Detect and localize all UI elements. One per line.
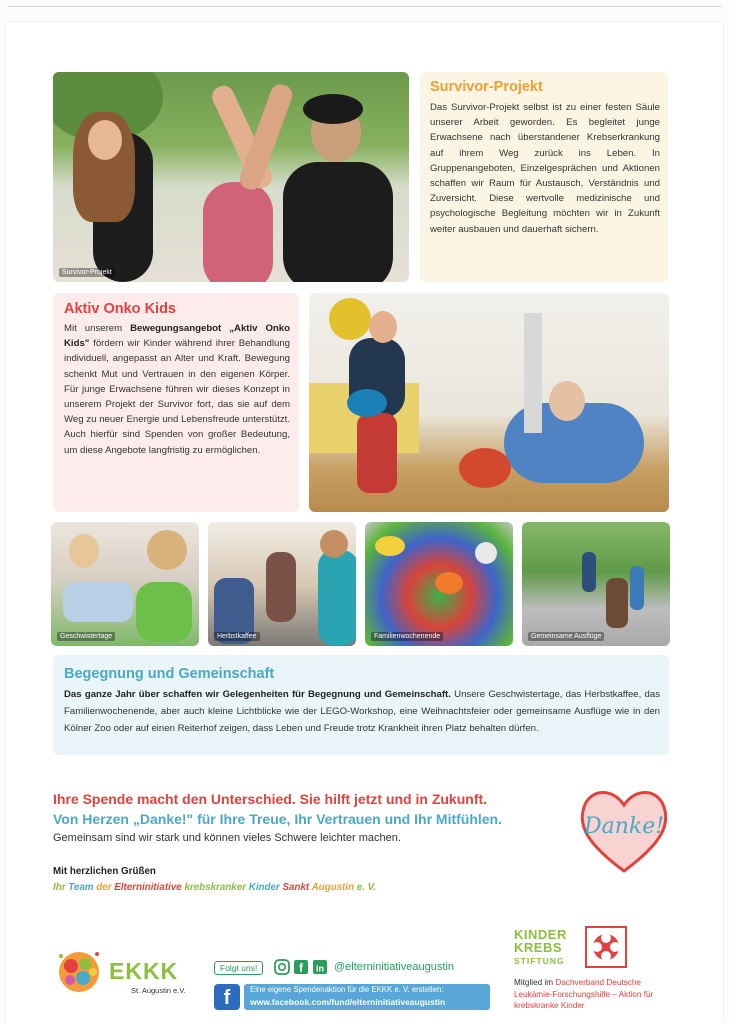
aktiv-text-pre: Mit unserem <box>64 323 131 334</box>
ekkk-name: EKKK <box>109 958 179 984</box>
team-signature <box>53 882 376 893</box>
kinderkrebsstiftung-logo <box>512 925 672 1020</box>
survivor-panel <box>420 72 668 282</box>
appeal-line-1: Ihre Spende macht den Unterschied. Sie hilft jetzt und in Zukunft. <box>53 791 488 807</box>
gallery-caption-4: Gemeinsame Ausflüge <box>528 632 604 641</box>
kks-line-3: STIFTUNG <box>514 956 565 966</box>
svg-text:in: in <box>316 963 324 974</box>
gallery-photo-1 <box>51 522 199 646</box>
ekkk-dots-icon <box>53 940 105 1000</box>
begegnung-text-bold: Das ganze Jahr über schaffen wir Gelegenheiten für Begegnung und Gemeinschaft. <box>64 689 451 700</box>
kks-line-1: KINDER <box>514 927 567 942</box>
begegnung-text <box>64 686 660 737</box>
ekkk-logo <box>53 938 203 1003</box>
danke-heart-icon <box>574 785 674 875</box>
team-word: der <box>96 882 112 893</box>
survivor-photo <box>53 72 409 282</box>
facebook-logo-icon: f <box>214 984 240 1010</box>
aktiv-text <box>64 321 290 458</box>
gallery-photo-2 <box>208 522 356 646</box>
facebook-fundraiser-text <box>244 984 490 1010</box>
kks-membership <box>514 977 672 1012</box>
kks-emblem-icon <box>585 926 627 968</box>
team-word: Ihr <box>53 882 66 893</box>
kks-member-pre: Mitglied im <box>514 978 556 987</box>
facebook-icon[interactable] <box>294 960 308 975</box>
aktiv-panel <box>53 293 299 512</box>
fb-line-1: Eine eigene Spendenaktion für die EKKK e. V. erstellen: <box>250 985 444 994</box>
fb-url[interactable]: www.facebook.com/fund/elterninitiativeaugustin <box>250 997 446 1007</box>
kks-line-2: KREBS <box>514 940 563 955</box>
team-word: Sankt <box>282 882 310 893</box>
appeal-line-3: Gemeinsam sind wir stark und können vieles Schwere leichter machen. <box>53 832 401 844</box>
social-handle[interactable]: @elterninitiativeaugustin <box>334 961 455 973</box>
aktiv-text-post: fördern wir Kinder während ihrer Behandlung individuell, angepasst an Alter und Kraft. Bewegung schenkt Mut und Vertrauen in den eigenen Körper. Für junge Erwachsene führen wir dieses Konzept in unserem Projekt der Survivor fort, das sie auf dem Weg zu neuer Energie und Lebensfreude unterstützt. Auch hierfür sind Spenden von großer Bedeutung, um diese Angebote langfristig zu ermöglichen. <box>64 338 290 456</box>
danke-text: Danke! <box>583 814 665 839</box>
facebook-fundraiser[interactable] <box>214 984 490 1012</box>
gallery-caption-3: Familienwochenende <box>371 632 443 641</box>
gallery-photo-3 <box>365 522 513 646</box>
team-word: Team <box>68 882 94 893</box>
instagram-icon[interactable] <box>275 960 289 974</box>
appeal-line-2: Von Herzen „Danke!" für Ihre Treue, Ihr Vertrauen und Ihr Mitfühlen. <box>53 811 502 827</box>
follow-us-label: Folgt uns! <box>214 961 263 975</box>
linkedin-icon[interactable] <box>313 960 327 974</box>
team-word: Augustin <box>311 882 355 893</box>
aktiv-title: Aktiv Onko Kids <box>64 301 176 317</box>
gallery-caption-1: Geschwistertage <box>57 632 115 641</box>
aktiv-photo <box>309 293 669 512</box>
svg-text:f: f <box>299 961 303 975</box>
gallery-caption-2: Herbstkaffee <box>214 632 260 641</box>
aktiv-text-bold: Bewegungsangebot „Aktiv Onko Kids" <box>64 323 290 350</box>
kks-member-link: Dachverband Deutsche Leukämie-Forschungshilfe – Aktion für krebskranke Kinder <box>514 978 654 1010</box>
page-edge-line <box>8 6 721 7</box>
team-word: Kinder <box>248 882 280 893</box>
begegnung-panel <box>53 655 669 755</box>
team-word: krebskranker <box>184 882 247 893</box>
team-word: e. V. <box>356 882 376 893</box>
begegnung-title: Begegnung und Gemeinschaft <box>64 666 275 682</box>
gallery-photo-4 <box>522 522 670 646</box>
team-word: Elterninitiative <box>114 882 182 893</box>
social-icons <box>274 959 330 975</box>
survivor-text: Das Survivor-Projekt selbst ist zu einer festen Säule unserer Arbeit geworden. Es begleitet junge Erwachsene nach überstandener Krebserkrankung auf ihrem Weg zurück ins Leben. In Gruppenangeboten, Einzelgesprächen und Aktionen schaffen wir Raum für Austausch, Verständnis und Zuversicht. Diese wertvolle medizinische und psychologische Begleitung möchten wir in Zukunft weiter ausbauen und dauerhaft sichern. <box>430 102 660 235</box>
survivor-photo-caption: Survivor-Projekt <box>59 268 115 277</box>
survivor-title: Survivor-Projekt <box>430 79 543 95</box>
greeting-line: Mit herzlichen Grüßen <box>53 866 156 877</box>
begegnung-text-rest: Unsere Geschwistertage, das Herbstkaffee, das Familienwochenende, aber auch kleine Lichtblicke wie der LEGO-Workshop, eine Weihnachtsfeier oder gemeinsame Ausflüge wie in den Kölner Zoo oder auf einen Reiterhof zeigen, dass Leben und Freude trotz Krankheit ihren Platz behalten dürfen. <box>64 689 660 734</box>
ekkk-subtitle: St. Augustin e.V. <box>131 986 186 995</box>
